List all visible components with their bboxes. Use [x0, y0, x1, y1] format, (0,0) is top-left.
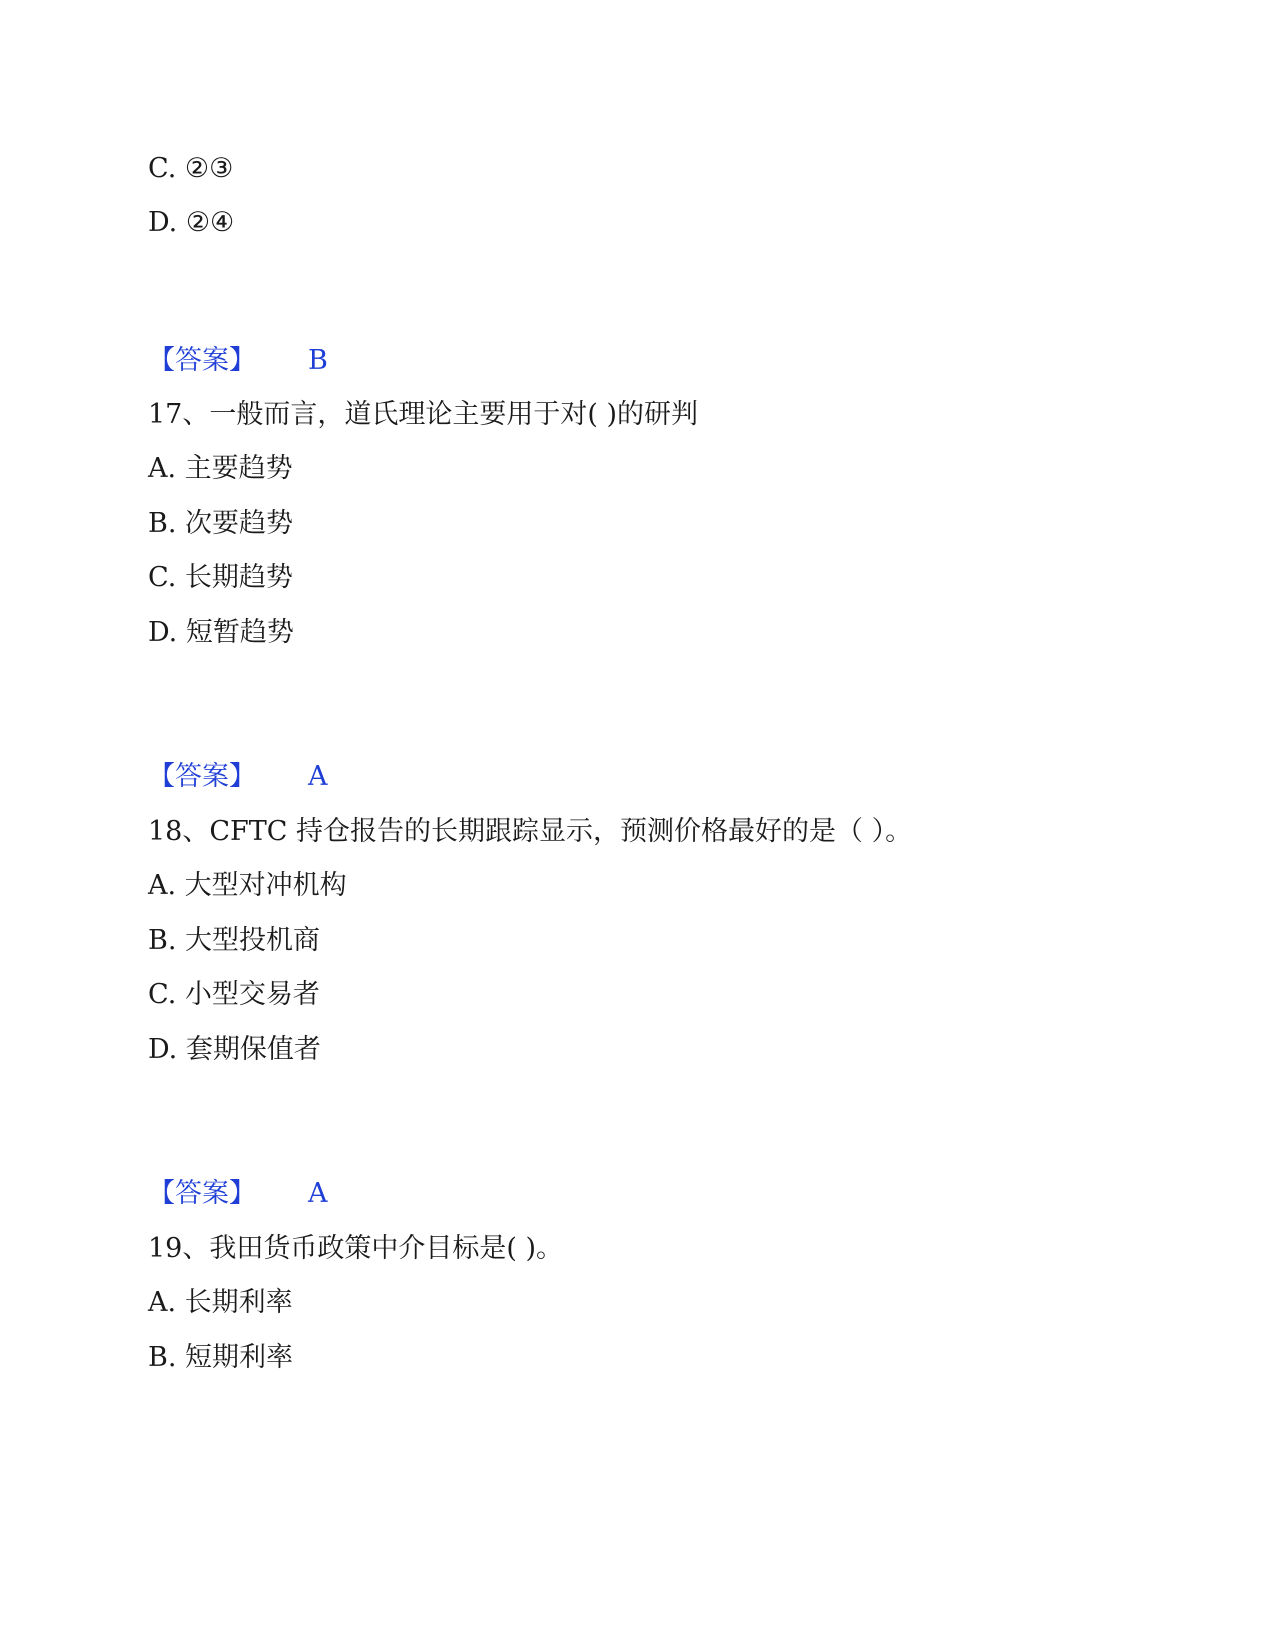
question-17-stem: 17、一般而言，道氏理论主要用于对( )的研判 [148, 399, 699, 430]
answer-value: A [308, 761, 328, 792]
option-c-prev: C. ②③ [148, 153, 234, 184]
q17-option-d: D. 短暂趋势 [148, 617, 294, 648]
q17-option-c: C. 长期趋势 [148, 562, 293, 593]
q18-option-a: A. 大型对冲机构 [148, 870, 347, 901]
answer-value: B [308, 345, 328, 376]
question-18-stem: 18、CFTC 持仓报告的长期跟踪显示，预测价格最好的是（ ）。 [148, 816, 913, 847]
question-19-stem: 19、我田货币政策中介目标是( )。 [148, 1233, 564, 1264]
answer-q17 [148, 760, 328, 794]
q17-option-b: B. 次要趋势 [148, 508, 294, 539]
answer-label: 【答案】 [148, 761, 256, 792]
answer-q18 [148, 1177, 328, 1211]
q18-option-b: B. 大型投机商 [148, 925, 321, 956]
option-d-prev: D. ②④ [148, 207, 235, 238]
answer-prev [148, 344, 328, 378]
answer-label: 【答案】 [148, 1178, 256, 1209]
q19-option-b: B. 短期利率 [148, 1342, 294, 1373]
q19-option-a: A. 长期利率 [148, 1287, 293, 1318]
q18-option-c: C. 小型交易者 [148, 979, 320, 1010]
answer-value: A [308, 1178, 328, 1209]
q18-option-d: D. 套期保值者 [148, 1034, 321, 1065]
answer-label: 【答案】 [148, 345, 256, 376]
q17-option-a: A. 主要趋势 [148, 453, 293, 484]
